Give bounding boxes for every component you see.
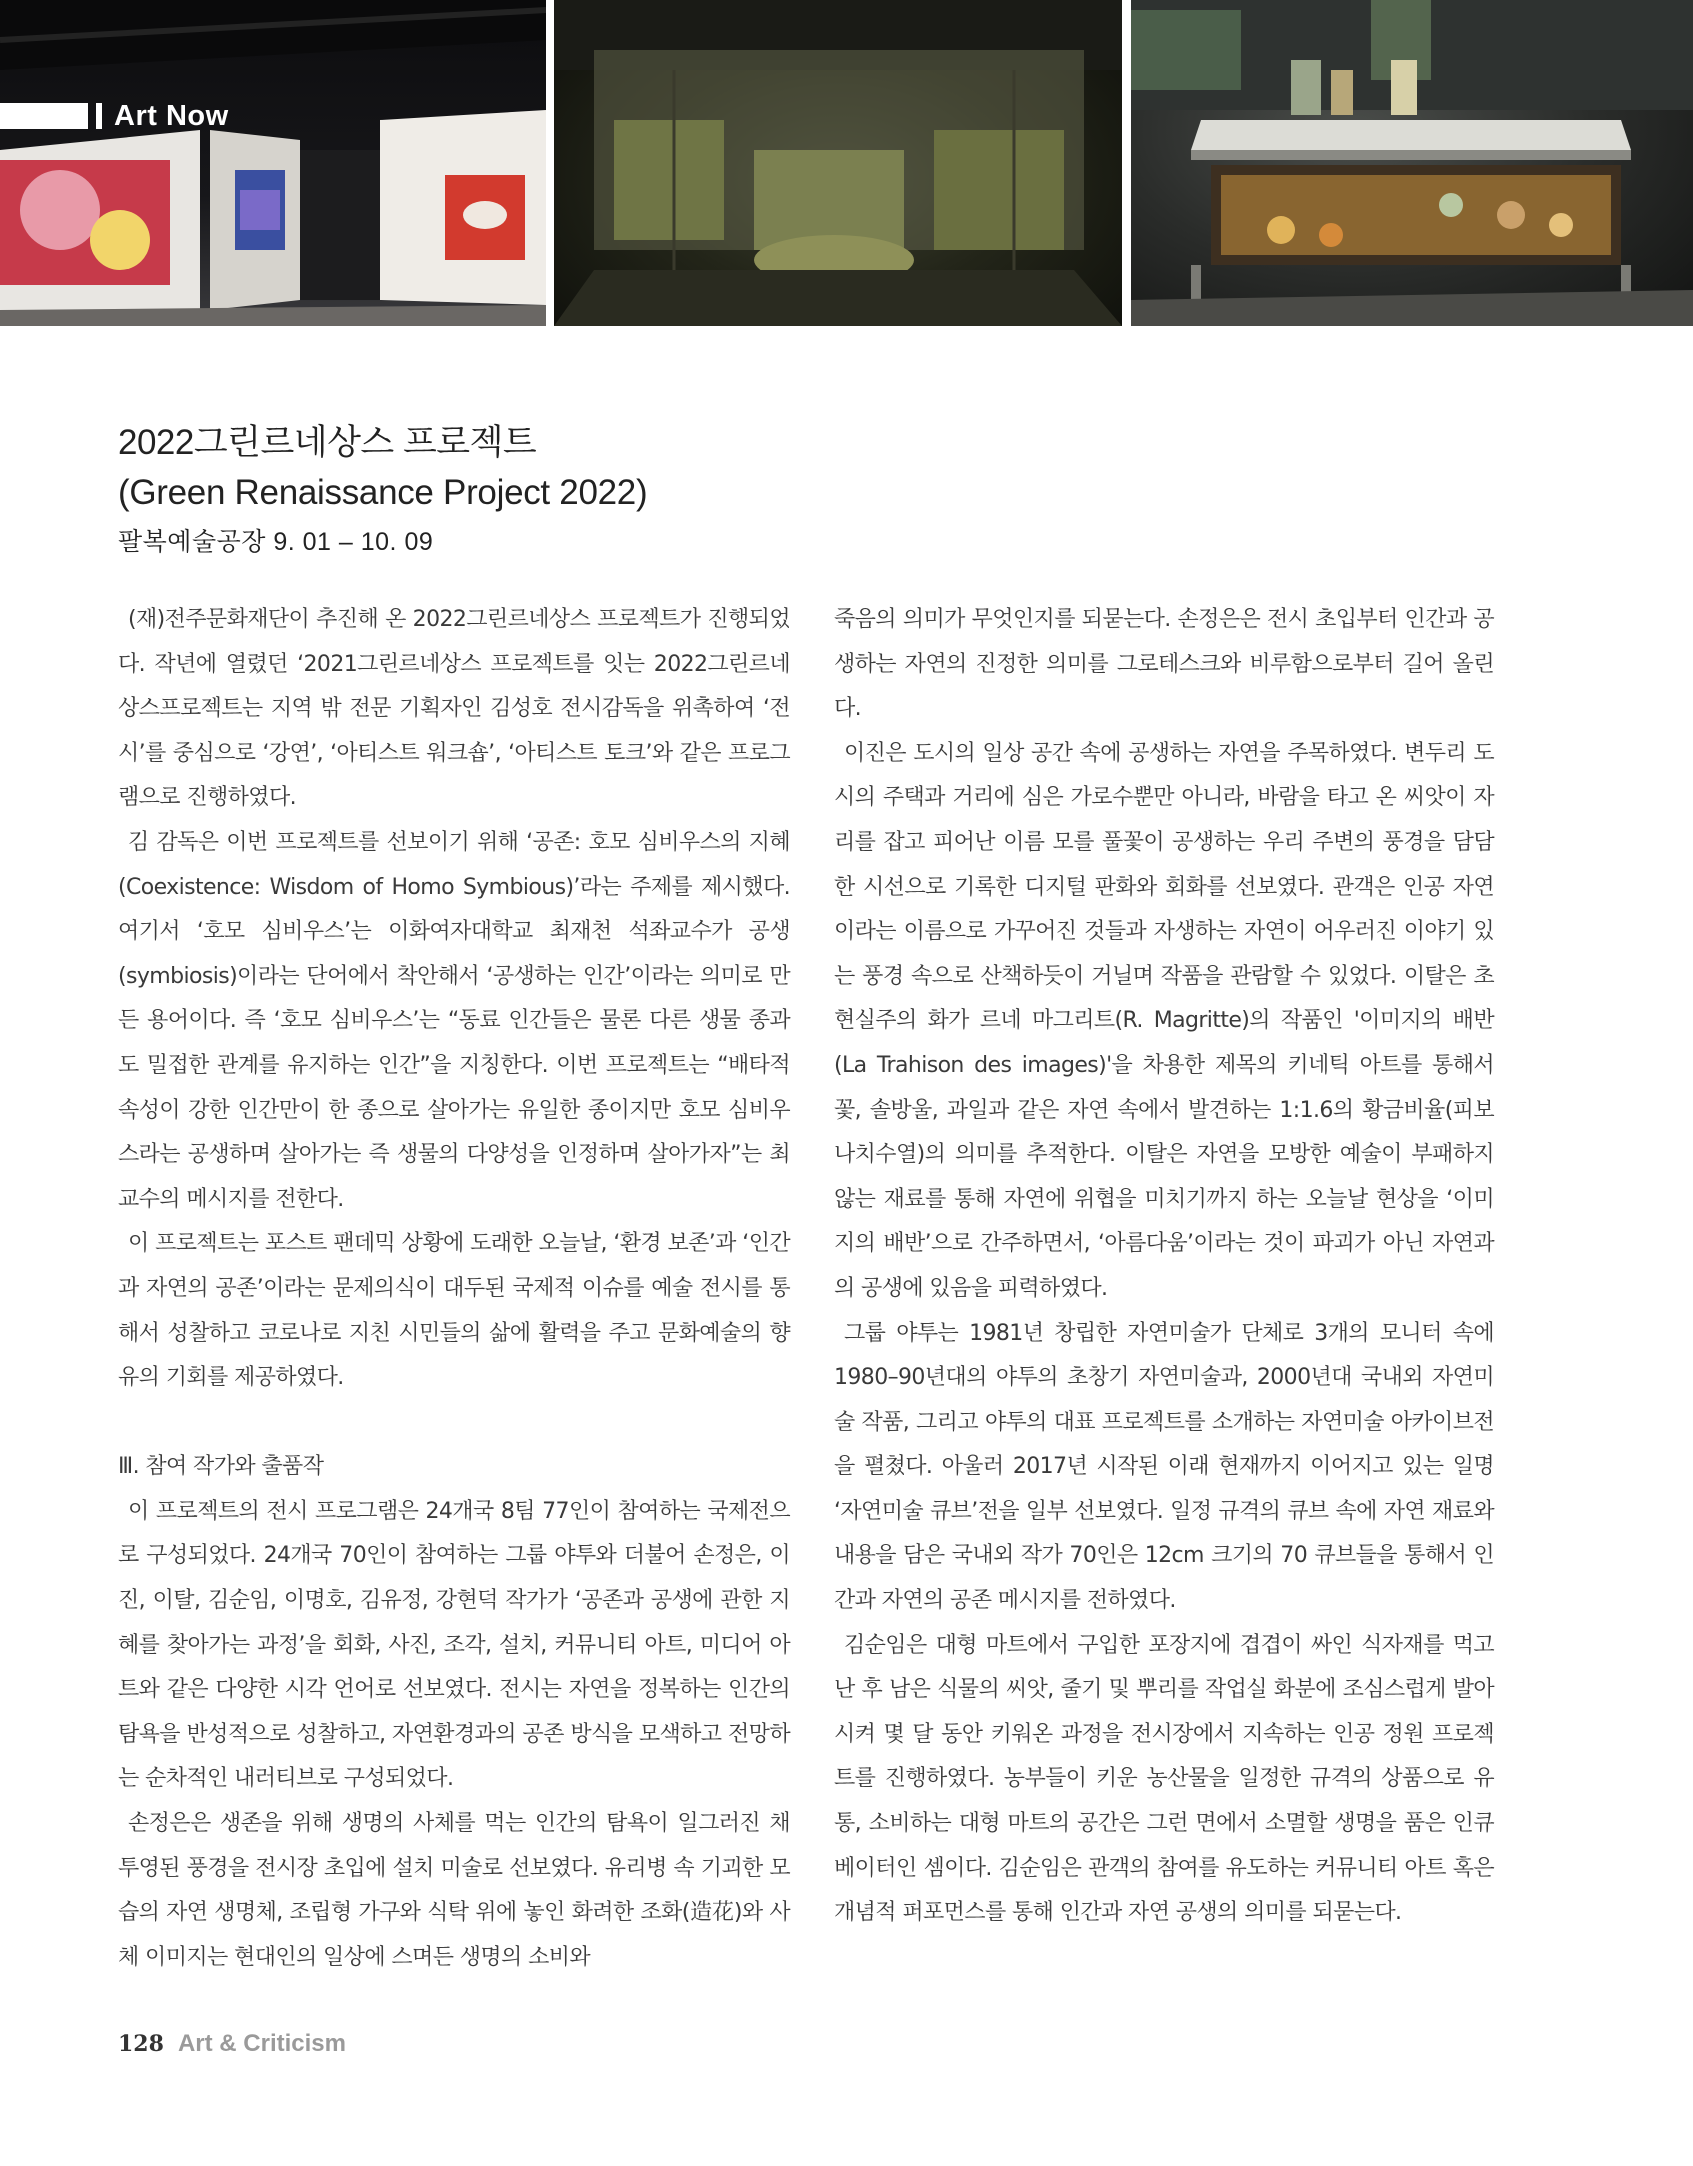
paragraph: 그룹 야투는 1981년 창립한 자연미술가 단체로 3개의 모니터 속에 1980–90년대의 야투의 초창기 자연미술과, 2000년대 국내외 자연미술 작품, 그리고 야투의 대표 프로젝트를 소개하는 자연미술 아카이브전을 펼쳤다. 아울러 2017년 시작된 이래 현재까지 이어지고 있는 일명 ‘자연미술 큐브’전을 일부 선보였다. 일정 규격의 큐브 속에 자연 재료와 내용을 담은 국내외 작가 70인은 12cm 크기의 70 큐브들을 통해서 인간과 자연의 공존 메시지를 전하였다.	[834, 1320, 1494, 1614]
paragraph: (재)전주문화재단이 추진해 온 2022그린르네상스 프로젝트가 진행되었다. 작년에 열렸던 ‘2021그린르네상스 프로젝트를 잇는 2022그린르네상스프로젝트는 지역 밖 전문 기획자인 김성호 전시감독을 위촉하여 ‘전시’를 중심으로 ‘강연’, ‘아티스트 워크숍’, ‘아티스트 토크’와 같은 프로그램으로 진행하였다.	[118, 607, 790, 811]
venue-dates: 팔복예술공장 9. 01 – 10. 09	[118, 528, 434, 556]
paragraph: 김 감독은 이번 프로젝트를 선보이기 위해 ‘공존: 호모 심비우스의 지혜(Coexistence: Wisdom of Homo Symbious)’라는 주제를 제시했다. 여기서 ‘호모 심비우스’는 이화여자대학교 최재천 석좌교수가 공생(symbiosis)이라는 단어에서 착안해서 ‘공생하는 인간’이라는 의미로 만든 용어이다. 즉 ‘호모 심비우스’는 “동료 인간들은 물론 다른 생물 종과도 밀접한 관계를 유지하는 인간”을 지칭한다. 이번 프로젝트는 “배타적 속성이 강한 인간만이 한 종으로 살아가는 유일한 종이지만 호모 심비우스라는 공생하며 살아가는 즉 생물의 다양성을 인정하며 살아가자”는 최 교수의 메시지를 전한다.	[118, 829, 790, 1212]
paragraph: 죽음의 의미가 무엇인지를 되묻는다. 손정은은 전시 초입부터 인간과 공생하는 자연의 진정한 의미를 그로테스크와 비루함으로부터 길어 올린다.	[834, 607, 1494, 722]
section-tag	[0, 98, 229, 134]
paragraph: 김순임은 대형 마트에서 구입한 포장지에 겹겹이 싸인 식자재를 먹고 난 후 남은 식물의 씨앗, 줄기 및 뿌리를 작업실 화분에 조심스럽게 발아시켜 몇 달 동안 키워온 과정을 전시장에서 지속하는 인공 정원 프로젝트를 진행하였다. 농부들이 키운 농산물을 일정한 규격의 상품으로 유통, 소비하는 대형 마트의 공간은 그런 면에서 소멸할 생명을 품은 인큐베이터인 셈이다. 김순임은 관객의 참여를 유도하는 커뮤니티 아트 혹은 개념적 퍼포먼스를 통해 인간과 자연 공생의 의미를 되묻는다.	[834, 1632, 1494, 1926]
gallery-photo	[0, 0, 546, 326]
paragraph: 이 프로젝트는 포스트 팬데믹 상황에 도래한 오늘날, ‘환경 보존’과 ‘인간과 자연의 공존’이라는 문제의식이 대두된 국제적 이슈를 예술 전시를 통해서 성찰하고 코로나로 지친 시민들의 삶에 활력을 주고 문화예술의 향유의 기회를 제공하였다.	[118, 1231, 790, 1391]
section-tag-bar	[0, 103, 88, 129]
paragraph: 손정은은 생존을 위해 생명의 사체를 먹는 인간의 탐욕이 일그러진 채 투영된 풍경을 전시장 초입에 설치 미술로 선보였다. 유리병 속 기괴한 모습의 자연 생명체, 조립형 가구와 식탁 위에 놓인 화려한 조화(造花)와 사체 이미지는 현대인의 일상에 스며든 생명의 소비와	[118, 1811, 790, 1970]
magazine-name: Art & Criticism	[177, 2030, 346, 2057]
table-installation-photo	[1131, 0, 1693, 326]
paragraph: 이 프로젝트의 전시 프로그램은 24개국 8팀 77인이 참여하는 국제전으로 구성되었다. 24개국 70인이 참여하는 그룹 야투와 더불어 손정은, 이진, 이탈, 김순임, 이명호, 김유정, 강현덕 작가가 ‘공존과 공생에 관한 지혜를 찾아가는 과정’을 회화, 사진, 조각, 설치, 커뮤니티 아트, 미디어 아트와 같은 다양한 시각 언어로 선보였다. 전시는 자연을 정복하는 인간의 탐욕을 반성적으로 성찰하고, 자연환경과의 공존 방식을 모색하고 전망하는 순차적인 내러티브로 구성되었다.	[118, 1498, 790, 1792]
section-label: Art Now	[114, 99, 229, 132]
paragraph: 이진은 도시의 일상 공간 속에 공생하는 자연을 주목하였다. 변두리 도시의 주택과 거리에 심은 가로수뿐만 아니라, 바람을 타고 온 씨앗이 자리를 잡고 피어난 이름 모를 풀꽃이 공생하는 우리 주변의 풍경을 담담한 시선으로 기록한 디지털 판화와 회화를 선보였다. 관객은 인공 자연이라는 이름으로 가꾸어진 것들과 자생하는 자연이 어우러진 이야기 있는 풍경 속으로 산책하듯이 거닐며 작품을 관람할 수 있었다. 이탈은 초현실주의 화가 르네 마그리트(R. Magritte)의 작품인 '이미지의 배반(La Trahison des images)'을 차용한 제목의 키네틱 아트를 통해서 꽃, 솔방울, 과일과 같은 자연 속에서 발견하는 1:1.6의 황금비율(피보나치수열)의 의미를 추적한다. 이탈은 자연을 모방한 예술이 부패하지 않는 재료를 통해 자연에 위협을 미치기까지 하는 오늘날 현상을 ‘이미지의 배반’으로 간주하면서, ‘아름다움’이라는 것이 파괴가 아닌 자연과의 공생에 있음을 피력하였다.	[834, 740, 1494, 1301]
right-column	[834, 598, 1494, 1936]
section-subheading: Ⅲ. 참여 작가와 출품작	[118, 1454, 324, 1480]
article-title-ko: 2022그린르네상스 프로젝트	[118, 423, 537, 462]
article-title-en: (Green Renaissance Project 2022)	[118, 473, 648, 512]
section-tag-mark	[96, 103, 102, 129]
article-heading	[118, 418, 1018, 566]
page-number: 128	[118, 2031, 164, 2057]
left-column	[118, 598, 790, 1980]
installation-photo	[554, 0, 1122, 326]
page-footer	[118, 2030, 346, 2058]
